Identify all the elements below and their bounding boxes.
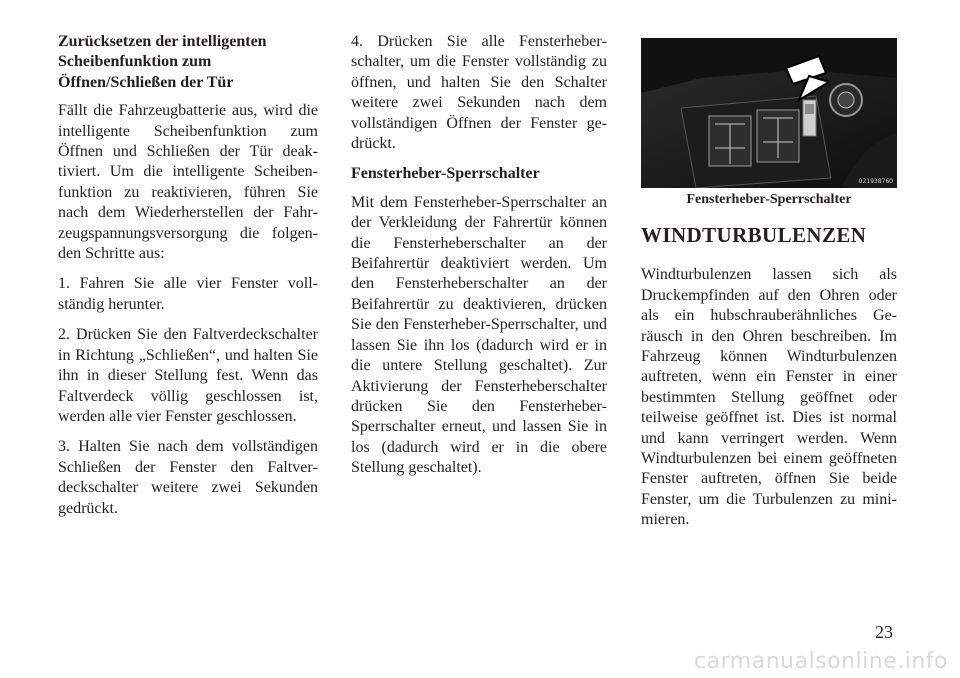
- column-right: [641, 32, 897, 531]
- column-left: [58, 32, 318, 519]
- step-3: 3. Halten Sie nach dem vollständigen Schließen der Fenster den Faltverdeckschalter weitere zwei Sekunden gedrückt.: [58, 438, 318, 517]
- section-heading-reset: [58, 32, 318, 93]
- step-2: 2. Drücken Sie den Faltverdeckschalter in Richtung „Schließen“, und halten Sie ihn in dieser Stellung fest. Wenn das Faltverdeck völlig geschlossen ist, werden alle vier Fenster geschlossen.: [58, 326, 318, 425]
- step-4: 4. Drücken Sie alle Fensterheberschalter, um die Fenster vollständig zu öffnen, und halten Sie den Schalter weitere zwei Sekunden nach dem vollständigen Öffnen der Fenster gedrückt.: [351, 33, 607, 153]
- wind-paragraph: Windturbulenzen lassen sich als Druckempfinden auf den Ohren oder als ein hubschrauberähnliches Geräusch in den Ohren beschreiben. Im Fahrzeug können Windturbulenzen auftreten, wenn ein Fenster in einer bestimmten Stellung geöffnet oder teilweise geöffnet ist. Dies ist normal und kann verringert werden. Wenn Windturbulenzen bei einem geöffneten Fenster auftreten, öffnen Sie beide Fenster, um die Turbulenzen zu minimieren.: [641, 266, 897, 529]
- figure-code: 021938760: [858, 178, 893, 185]
- heading-line-3: Öffnen/Schließen der Tür: [58, 73, 234, 91]
- lock-switch-paragraph: Mit dem Fensterheber-Sperrschalter an der Verkleidung der Fahrertür können die Fensterheberschalter an der Beifahrertür deaktiviert werden. Um den Fensterheberschalter an der Beifahrertür zu deaktivieren, drücken Sie den Fensterheber-Sperrschalter, und lassen Sie ihn los (dadurch wird er in die untere Stellung geschaltet). Zur Aktivierung der Fensterheberschalter drücken Sie den Fensterheber-Sperrschalter erneut, und lassen Sie in los (dadurch wird er in die obere Stellung geschaltet).: [351, 193, 607, 477]
- section-title-wind: WINDTURBULENZEN: [641, 223, 867, 247]
- step-1: 1. Fahren Sie alle vier Fenster vollständig herunter.: [58, 275, 318, 313]
- section-heading-lock-switch: Fensterheber-Sperrschalter: [351, 165, 540, 183]
- door-panel-illustration: [641, 38, 897, 188]
- page-number: 23: [875, 622, 893, 642]
- column-middle: [351, 32, 607, 479]
- watermark: carmanualsonline.info: [694, 649, 948, 674]
- window-switch-photo: [641, 38, 897, 188]
- heading-line-1: Zurücksetzen der intelligenten: [58, 33, 267, 50]
- intro-paragraph: Fällt die Fahrzeugbatterie aus, wird die intelligente Scheibenfunktion zum Öffnen und Schließen der Tür deaktiviert. Um die intelligente Scheibenfunktion zu reaktivieren, führen Sie nach dem Wiederherstellen der Fahrzeugspannungsversorgung die folgenden Schritte aus:: [58, 102, 318, 263]
- heading-line-2: Scheibenfunktion zum: [58, 53, 212, 71]
- figure-caption: Fensterheber-Sperrschalter: [686, 192, 852, 207]
